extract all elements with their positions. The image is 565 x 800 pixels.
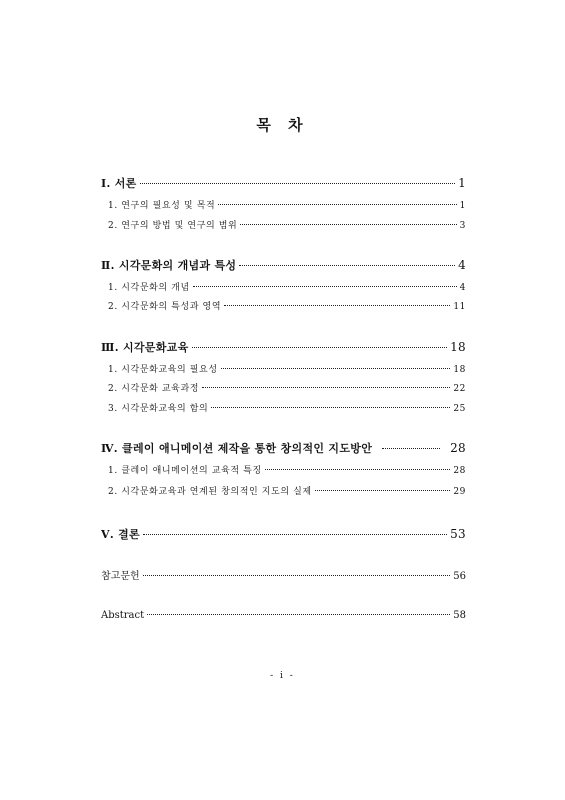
toc-chapter-4[interactable] [101,440,466,456]
toc-entry-title: 2. 시각문화 교육과정 [108,384,200,394]
toc-entry-title: 1. 시각문화교육의 필요성 [108,365,218,375]
toc-section-4-1[interactable] [108,463,466,476]
toc-entry-title: 2. 연구의 방법 및 연구의 범위 [108,221,238,231]
toc-abstract[interactable] [101,610,466,621]
toc-title: 목 차 [256,116,309,134]
dot-leader [193,286,457,287]
toc-page-number: 18 [453,365,466,375]
toc-page-number: 56 [453,571,466,582]
toc-page-number: 1 [459,201,466,211]
toc-page-number: 25 [453,404,466,414]
toc-entry-title: Ⅱ. 시각문화의 개념과 특성 [101,259,237,272]
dot-leader [202,387,450,388]
dot-leader [218,204,456,205]
toc-entry-title: 2. 시각문화의 특성과 영역 [108,302,222,312]
toc-page-number: 28 [453,466,466,476]
dot-leader [240,224,456,225]
toc-entry-title: 2. 시각문화교육과 연계된 창의적인 지도의 실제 [108,487,312,497]
page-number-footer: - i - [270,671,295,681]
toc-page-number: 11 [453,302,466,312]
dot-leader [265,469,451,470]
toc-entry-title: 참고문헌 [101,571,140,582]
toc-page-number: 58 [453,610,466,621]
toc-entry-title: Ⅳ. 클레이 애니메이션 제작을 통한 창의적인 지도방안 [101,442,373,455]
toc-page-number: 18 [450,340,466,354]
dot-leader [143,575,451,576]
toc-entry-title: Abstract [101,610,145,621]
toc-chapter-1[interactable] [101,175,466,191]
toc-section-2-2[interactable] [108,299,466,312]
toc-entry-title: 1. 클레이 애니메이션의 교육적 특징 [108,466,262,476]
toc-entry-title: Ⅲ. 시각문화교육 [101,341,189,354]
toc-page-number: 22 [453,384,466,394]
dot-leader [221,368,451,369]
toc-page-number: 53 [450,527,466,541]
dot-leader [140,183,456,184]
toc-page-number: 4 [459,283,466,293]
dot-leader [192,347,448,348]
toc-page-number: 28 [450,441,466,455]
toc-entry-title: 1. 연구의 필요성 및 목적 [108,201,216,211]
toc-section-1-2[interactable] [108,218,466,231]
toc-section-3-2[interactable] [108,381,466,394]
toc-section-3-3[interactable] [108,401,466,414]
toc-references[interactable] [101,567,466,582]
toc-entry-title: Ⅴ. 결론 [101,528,140,541]
dot-leader [143,534,447,535]
toc-chapter-5[interactable] [101,526,466,542]
toc-page-number: 4 [458,258,466,272]
toc-page-number: 29 [453,487,466,497]
toc-page-number: 1 [458,176,466,190]
dot-leader [382,448,440,449]
toc-chapter-3[interactable] [101,339,466,355]
toc-section-3-1[interactable] [108,362,466,375]
toc-entry-title: 1. 시각문화의 개념 [108,283,190,293]
toc-section-1-1[interactable] [108,198,466,211]
dot-leader [239,265,455,266]
toc-section-2-1[interactable] [108,280,466,293]
toc-entry-title: Ⅰ. 서론 [101,177,137,190]
toc-chapter-2[interactable] [101,257,466,273]
dot-leader [147,614,450,615]
toc-page-number: 3 [459,221,466,231]
dot-leader [224,305,450,306]
dot-leader [315,490,451,491]
dot-leader [211,407,450,408]
toc-section-4-2[interactable] [108,484,466,497]
toc-entry-title: 3. 시각문화교육의 함의 [108,404,209,414]
